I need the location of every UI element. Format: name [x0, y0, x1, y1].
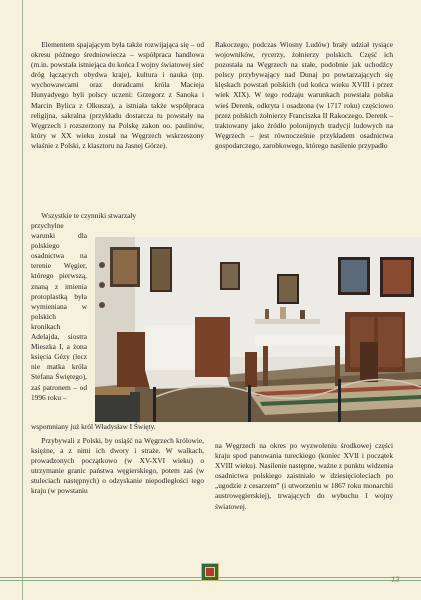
paragraph-2-first-line: Wszystkie te czynniki stwarzały [41, 211, 137, 220]
left-column-top [31, 40, 204, 151]
right-column-top [215, 40, 393, 151]
margin-line [22, 0, 23, 600]
left-column-para2-start [31, 211, 204, 221]
right-column-bottom [215, 441, 393, 512]
paragraph-1: Elementem spajającym była także rozwijająca się – od okresu późnego średniowiecza – współpraca handlowa (m.in. powstała istniejąca do końca I wojny światowej sieć dróg łączących obydwa kraje), kultura i nauka (np. wychowawcami oraz doradcami króla Macieja Hunyadyego byli polscy uczeni: Grzegorz z Sanoka i Marcin Bylica z Olkusza), a istniała także współpraca religijna, sakralna (przykładu dostarcza tu powstały na Węgrzech i rozszerzony na Polskę zakon oo. paulinów, który w XX wieku został na Węgrzech wskrzeszony właśnie z Polski, z klasztoru na Jasnej Górze). [31, 40, 204, 150]
paragraph-2-last-line: wspomniany już król Władysław I Święty. [31, 422, 156, 431]
paragraph-2-wrapped: przychylne warunki dla polskiego osadnictwa na terenie Węgier, którego pierwszą, znaną z imienia protoplastką była wymieniana w polskich kronikach Adelajda, siostra Mieszka I, a żona księcia Gézy (lecz nie matka króla Stefana Świętego), zaś patronem – od 1996 roku – [31, 221, 87, 402]
left-column-wrap [31, 221, 87, 403]
emblem-icon [201, 563, 219, 581]
right-paragraph-top: Rakoczego, podczas Wiosny Ludów) brały udział tysiące wojowników, rycerzy, żołnierzy polskich. Część ich pozostała na Węgrzech na stałe, podobnie jak uchodźcy polscy przybywający nad Dunaj po powtarzających się klęskach powstań polskich (od końca wieku XVIII i przez wiek XIX). W tego rodzaju warunkach powstała polska wieś Derenk, odkryta i osadzona (w 1717 roku) częściowo przez polskich żołnierzy Franciszka II Rakoczego. Derenk – traktowany jako źródło polonijnych tradycji ludowych na Węgrzech – jest równocześnie przykładem osadnictwa gospodarczego, zarobkowego, którego nasilenie przypadło [215, 40, 393, 150]
page-number: 13 [391, 574, 400, 584]
emblem-inner [205, 567, 215, 577]
right-paragraph-bottom: na Węgrzech na okres po wyzwoleniu środkowej części kraju spod panowania tureckiego (koniec XVII i początek XVIII wieku). Nasilenie następne, ważne z punktu widzenia osadnictwa polskiego zaistniało w dziesięcioleciach po „ugodzie z cesarzem” (i utworzeniu w 1867 roku monarchii austrowęgierskiej), trwających do wybuchu I wojny światowej. [215, 441, 393, 511]
left-column-para2-end [31, 422, 204, 432]
paragraph-3: Przybywali z Polski, by osiąść na Węgrzech królowie, księżne, a z nimi ich dwory i straże. W walkach, prowadzonych początkowo (w XV-XVI wieku) o utrzymanie granic państwa węgierskiego, potem zaś (w stuleciach następnych) o odzyskanie niepodległości tego kraju (w powstaniu [31, 436, 204, 496]
left-column-bottom [31, 436, 204, 497]
museum-room-photo [95, 237, 421, 422]
